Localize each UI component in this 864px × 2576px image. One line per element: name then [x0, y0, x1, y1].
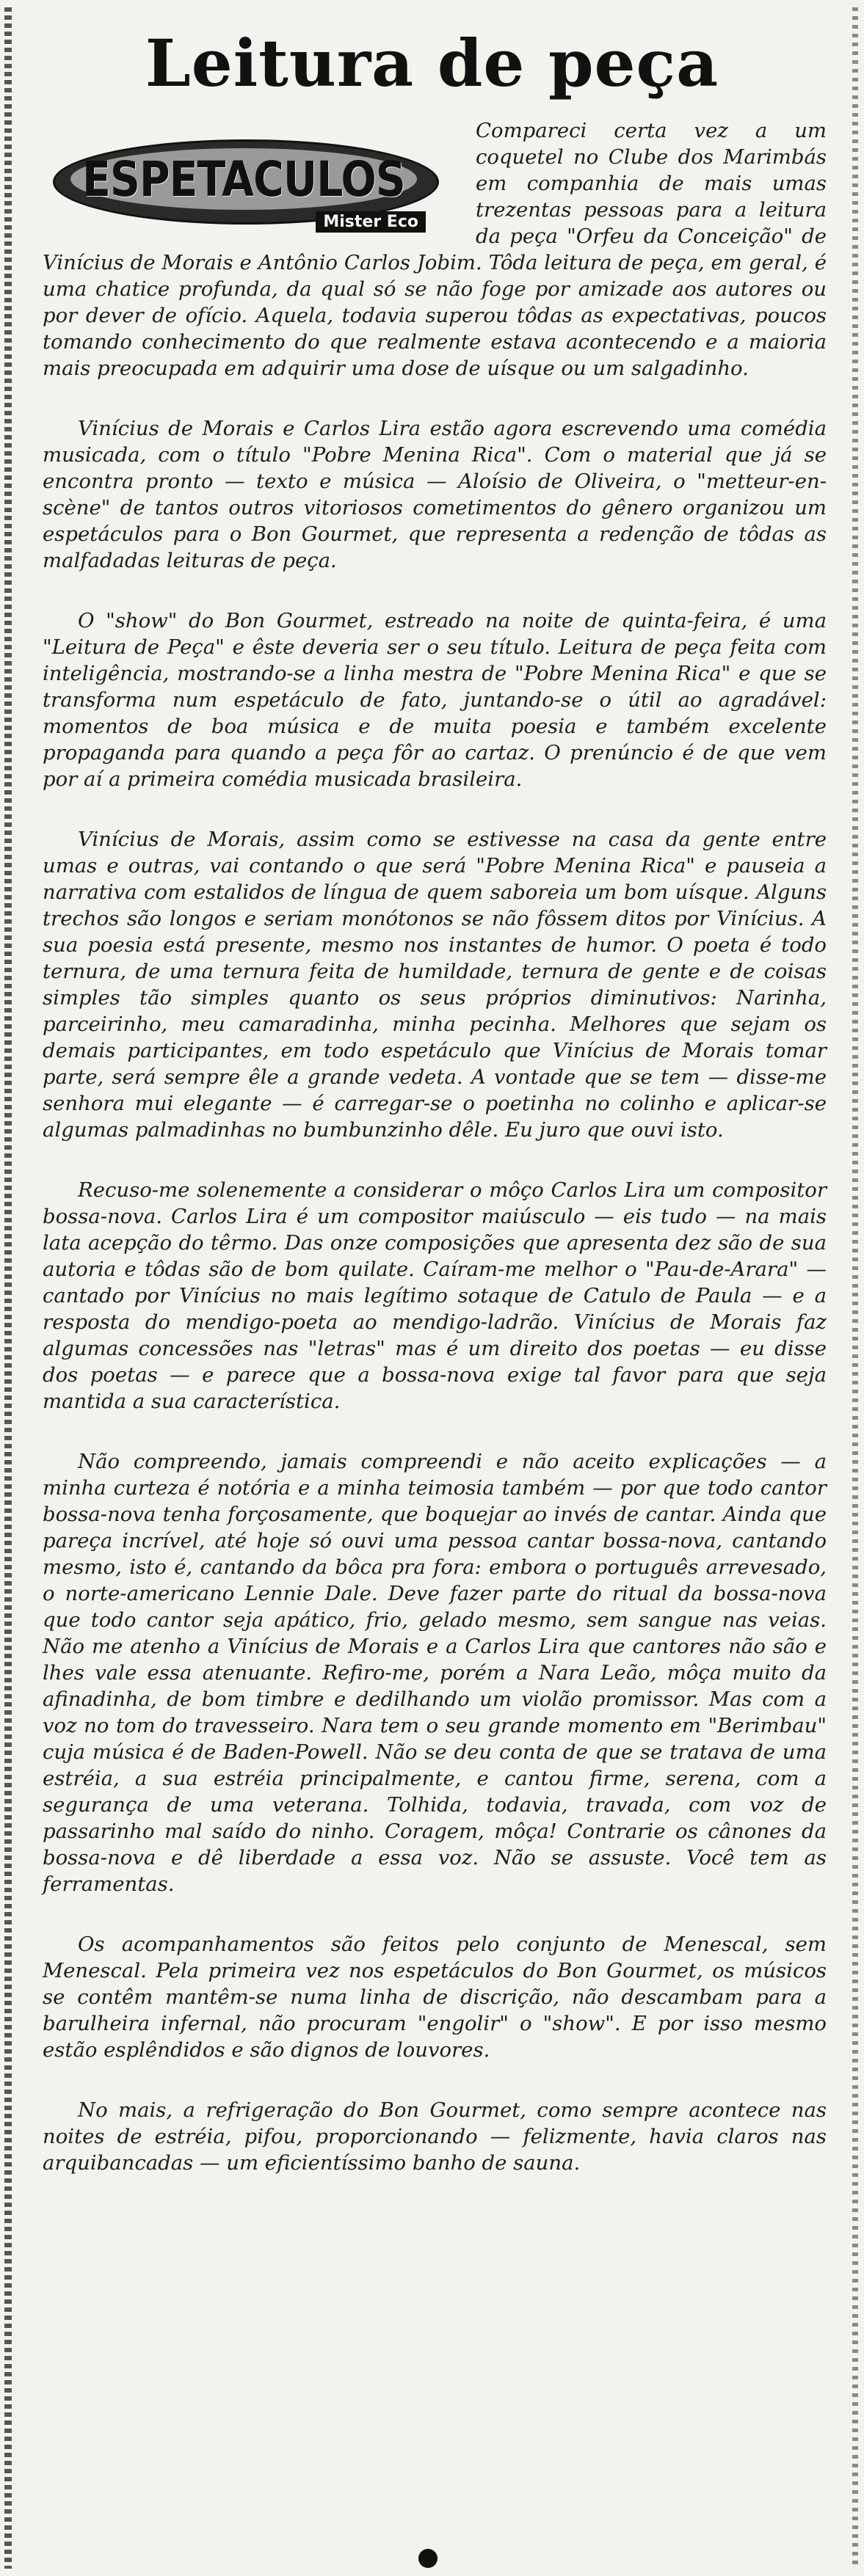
paragraph: Não compreendo, jamais compreendi e não aceito explicações — a minha curteza é notória e a minha teimosia também — por que todo cantor bossa-nova tenha forçosamente, que boquejar ao invés de cantar. Ainda que pareça incrível, até hoje só ouvi uma pessoa cantar bossa-nova, cantando mesmo, isto é, cantando da bôca pra fora: embora o português arrevesado, o norte-americano Lennie Dale. Deve fazer parte do ritual da bossa-nova que todo cantor seja apático, frio, gelado mesmo, sem sangue nas veias. Não me atenho a Vinícius de Morais e a Carlos Lira que cantores não são e lhes vale essa atenuante. Refiro-me, porém a Nara Leão, môça muito da afinadinha, de bom timbre e dedilhando um violão promissor. Mas com a voz no tom do travesseiro. Nara tem o seu grande momento em "Berimbau" cuja música é de Baden-Powell. Não se deu conta de que se tratava de uma estréia, a sua estréia principalmente, e cantou firme, serena, com a segurança de uma veterana. Tolhida, todavia, travada, com voz de passarinho mal saído do ninho. Coragem, môça! Contrarie os cânones da bossa-nova e dê liberdade a essa voz. Não se assuste. Você tem as ferramentas. — [43, 1450, 827, 1896]
banner-title: ESPETACULOS — [82, 151, 405, 208]
paragraph: O "show" do Bon Gourmet, estreado na noite de quinta-feira, é uma "Leitura de Peça" e êste deveria ser o seu título. Leitura de peça feita com inteligência, mostrando-se a linha mestra de "Pobre Menina Rica" e que se transforma num espetáculo de fato, juntando-se o útil ao agradável: momentos de boa música e de muita poesia e também excelente propaganda para quando a peça fôr ao cartaz. O prenúncio é de que vem por aí a primeira comédia musicada brasileira. — [43, 609, 827, 791]
left-dotted-border — [4, 7, 12, 2569]
banner-float-space — [43, 117, 476, 242]
headline: Leitura de peça — [145, 25, 719, 101]
paragraph: Vinícius de Morais, assim como se estivesse na casa da gente entre umas e outras, vai contando o que será "Pobre Menina Rica" e pauseia a narrativa com estalidos de língua de quem saboreia um bom uísque. Alguns trechos são longos e seriam monótonos se não fôssem ditos por Vinícius. A sua poesia está presente, mesmo nos instantes de humor. O poeta é todo ternura, de uma ternura feita de humildade, ternura de gente e de coisas simples tão simples quanto os seus próprios diminutivos: Narinha, parceirinho, meu camaradinha, minha pecinha. Melhores que sejam os demais participantes, em todo espetáculo que Vinícius de Morais tomar parte, será sempre êle a grande vedeta. A vontade que se tem — disse-me senhora mui elegante — é carregar-se o poetinha no colinho e aplicar-se algumas palmadinhas no bumbunzinho dêle. Eu juro que ouvi isto. — [43, 828, 827, 1142]
banner-byline: Mister Eco — [316, 211, 426, 233]
article-body — [43, 117, 827, 2210]
paragraph: Vinícius de Morais e Carlos Lira estão agora escrevendo uma comédia musicada, com o título "Pobre Menina Rica". Com o material que já se encontra pronto — texto e música — Aloísio de Oliveira, o "metteur-en-scène" de tantos outros vitoriosos cometimentos do gênero organizou um espetáculos para o Bon Gourmet, que representa a redenção de tôdas as malfadadas leituras de peça. — [43, 417, 827, 572]
paragraph: Recuso-me solenemente a considerar o môço Carlos Lira um compositor bossa-nova. Carlos Lira é um compositor maiúsculo — eis tudo — na mais lata acepção do têrmo. Das onze composições que apresenta dez são de sua autoria e tôdas são de bom quilate. Caíram-me melhor o "Pau-de-Arara" — cantado por Vinícius no mais legítimo sotaque de Catulo de Paula — e a resposta do mendigo-poeta ao mendigo-ladrão. Vinícius de Morais faz algumas concessões nas "letras" mas é um direito dos poetas — eu disse dos poetas — e parece que a bossa-nova exige tal favor para que seja mantida a sua característica. — [43, 1178, 827, 1413]
footer-dot-icon — [418, 2549, 438, 2568]
right-dotted-border — [852, 7, 858, 2569]
paragraph: Compareci certa vez a um coquetel no Clube dos Marimbás em companhia de mais umas trezentas pessoas para a leitura da peça "Orfeu da Conceição" de Vinícius de Morais e Antônio Carlos Jobim. Tôda leitura de peça, em geral, é uma chatice profunda, da qual só se não foge por amizade aos autores ou por dever de ofício. Aquela, todavia superou tôdas as expectativas, poucos tomando conhecimento do que realmente estava acontecendo e a maioria mais preocupada em adquirir uma dose de uísque ou um salgadinho. — [43, 119, 827, 380]
paragraph: Os acompanhamentos são feitos pelo conjunto de Menescal, sem Menescal. Pela primeira vez nos espetáculos do Bon Gourmet, os músicos se contêm mantêm-se numa linha de discrição, não descambam para a barulheira infernal, não procuram "engolir" o "show". E por isso mesmo estão esplêndidos e são dignos de louvores. — [43, 1933, 827, 2062]
paragraph: No mais, a refrigeração do Bon Gourmet, como sempre acontece nas noites de estréia, pifou, proporcionando — felizmente, havia claros nas arquibancadas — um eficientíssimo banho de sauna. — [43, 2098, 827, 2175]
